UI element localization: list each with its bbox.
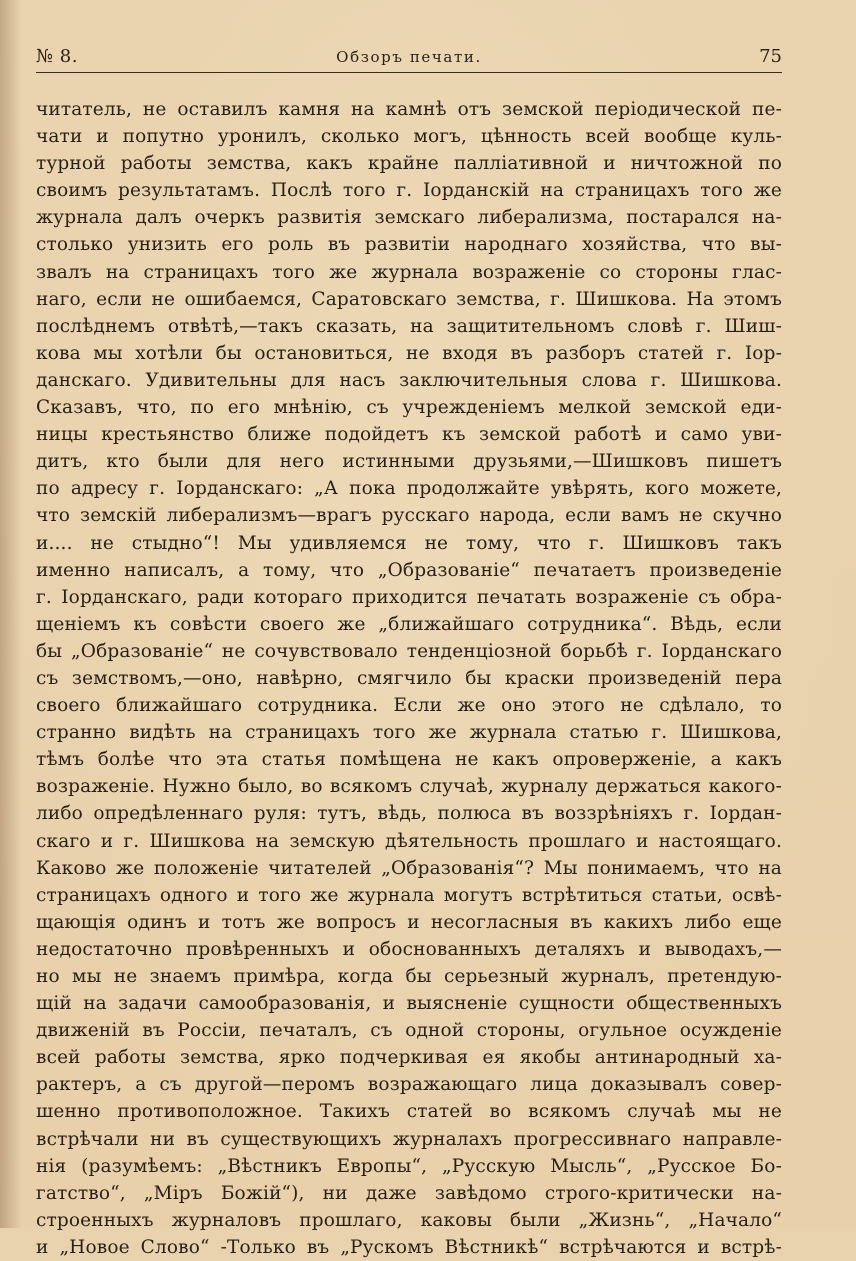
spine-shadow bbox=[0, 0, 22, 1228]
issue-number: № 8. bbox=[36, 46, 78, 67]
text-line: своимъ результатамъ. Послѣ того г. Іорданскій на страницахъ того же bbox=[36, 180, 782, 202]
page-number: 75 bbox=[759, 46, 782, 67]
text-line: и.... не стыдно“! Мы удивляемся не тому, что г. Шишковъ такъ bbox=[36, 532, 782, 554]
text-line: что земскій либерализмъ—врагъ русскаго народа, если вамъ не скучно bbox=[36, 505, 782, 527]
text-line: послѣднемъ отвѣтѣ,—такъ сказать, на защитительномъ словѣ г. Шиш- bbox=[36, 315, 782, 337]
text-line: щій на задачи самообразованія, и выясненіе сущности общественныхъ bbox=[36, 993, 782, 1015]
text-line: страницахъ одного и того же журнала могутъ встрѣтиться статьи, освѣ- bbox=[36, 884, 782, 906]
header-rule bbox=[36, 72, 782, 73]
text-line: ницы крестьянство ближе подойдетъ къ земской работѣ и само уви- bbox=[36, 424, 782, 446]
text-line: всей работы земства, ярко подчеркивая ея якобы антинародный ха- bbox=[36, 1047, 782, 1069]
text-line: г. Іорданскаго, ради котораго приходится печатать возраженіе съ обра- bbox=[36, 586, 782, 608]
text-line: встрѣчали ни въ существующихъ журналахъ прогрессивнаго направле- bbox=[36, 1128, 782, 1150]
text-line: скаго и г. Шишкова на земскую дѣятельность прошлаго и настоящаго. bbox=[36, 830, 782, 852]
text-line: щающія одинъ и тотъ же вопросъ и несогласныя въ какихъ либо еще bbox=[36, 911, 782, 933]
text-line: чати и попутно уронилъ, сколько могъ, цѣнность всей вообще куль- bbox=[36, 126, 782, 148]
text-line: бы „Образованіе“ не сочувствовало тенденціозной борьбѣ г. Іорданскаго bbox=[36, 640, 782, 662]
section-title: Обзоръ печати. bbox=[336, 48, 482, 66]
text-line: съ земствомъ,—оно, навѣрно, смягчило бы краски произведеній пера bbox=[36, 667, 782, 689]
text-line: дитъ, кто были для него истинными друзьями,—Шишковъ пишетъ bbox=[36, 451, 782, 473]
text-line: своего ближайшаго сотрудника. Если же оно этого не сдѣлало, то bbox=[36, 695, 782, 717]
text-line: щеніемъ къ совѣсти своего же „ближайшаго сотрудника“. Вѣдь, если bbox=[36, 613, 782, 635]
text-line: движеній въ Россіи, печаталъ, съ одной стороны, огульное осужденіе bbox=[36, 1020, 782, 1042]
text-line: турной работы земства, какъ крайне палліативной и ничтожной по bbox=[36, 153, 782, 175]
text-line: наго, если не ошибаемся, Саратовскаго земства, г. Шишкова. На этомъ bbox=[36, 288, 782, 310]
text-line: данскаго. Удивительны для насъ заключительныя слова г. Шишкова. bbox=[36, 369, 782, 391]
text-line: нія (разумѣемъ: „Вѣстникъ Европы“, „Русскую Мысль“, „Русское Бо- bbox=[36, 1155, 782, 1177]
text-line: недостаточно провѣренныхъ и обоснованныхъ деталяхъ и выводахъ,— bbox=[36, 938, 782, 960]
text-line: тѣмъ болѣе что эта статья помѣщена не какъ опроверженіе, а какъ bbox=[36, 749, 782, 771]
body-text bbox=[36, 96, 782, 1261]
text-line: но мы не знаемъ примѣра, когда бы серьезный журналъ, претендую- bbox=[36, 966, 782, 987]
text-line: странно видѣть на страницахъ того же журнала статью г. Шишкова, bbox=[36, 722, 782, 744]
text-line: столько унизить его роль въ развитіи народнаго хозяйства, что вы- bbox=[36, 234, 782, 256]
text-line: Сказавъ, что, по его мнѣнію, съ учрежденіемъ мелкой земской еди- bbox=[36, 397, 782, 419]
text-line: и „Новое Слово“ -Только въ „Рускомъ Вѣстникѣ“ встрѣчаются и встрѣ- bbox=[36, 1236, 782, 1258]
text-line: возраженіе. Нужно было, во всякомъ случаѣ, журналу держаться какого- bbox=[36, 776, 782, 798]
text-line: кова мы хотѣли бы остановиться, не входя въ разборъ статей г. Іор- bbox=[36, 342, 782, 364]
text-line: звалъ на страницахъ того же журнала возраженіе со стороны глас- bbox=[36, 261, 782, 283]
text-line: именно написалъ, а тому, что „Образованіе“ печатаетъ произведеніе bbox=[36, 559, 782, 581]
text-line: читатель, не оставилъ камня на камнѣ отъ земской періодической пе- bbox=[36, 99, 782, 120]
text-line: рактеръ, а съ другой—перомъ возражающаго лица доказывалъ совер- bbox=[36, 1074, 782, 1096]
text-line: Каково же положеніе читателей „Образованія“? Мы понимаемъ, что на bbox=[36, 857, 782, 879]
text-line: шенно противоположное. Такихъ статей во всякомъ случаѣ мы не bbox=[36, 1101, 782, 1123]
text-line: либо опредѣленнаго руля: тутъ, вѣдь, полюса въ воззрѣніяхъ г. Іордан- bbox=[36, 803, 782, 825]
text-line: строенныхъ журналовъ прошлаго, каковы были „Жизнь“, „Начало“ bbox=[36, 1209, 782, 1231]
text-line: по адресу г. Іорданскаго: „А пока продолжайте увѣрять, кого можете, bbox=[36, 478, 782, 500]
running-header bbox=[36, 44, 782, 72]
text-line: гатство“, „Міръ Божій“), ни даже завѣдомо строго-критически на- bbox=[36, 1182, 782, 1204]
text-line: журнала далъ очеркъ развитія земскаго либерализма, постарался на- bbox=[36, 207, 782, 229]
